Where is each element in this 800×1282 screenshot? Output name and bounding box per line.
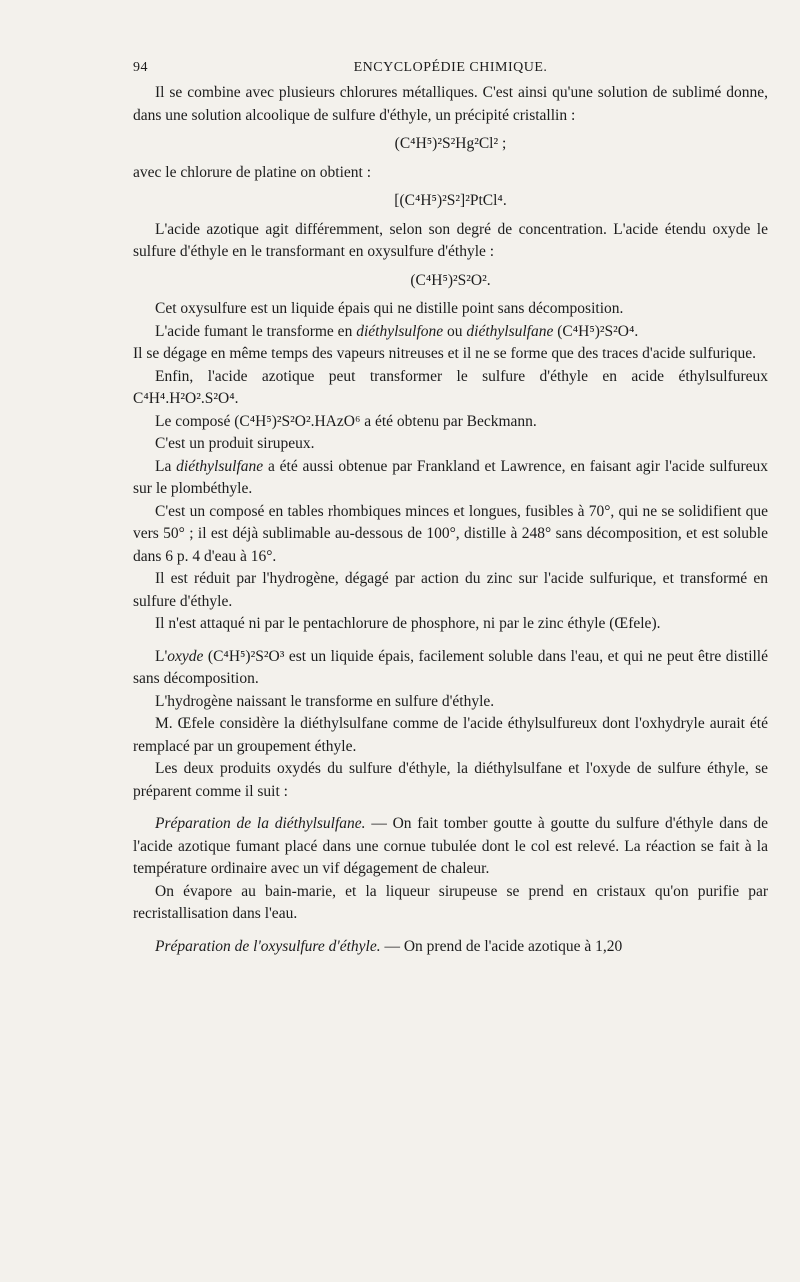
- formula: (C⁴H⁵)²S²Hg²Cl² ;: [394, 135, 507, 152]
- paragraph: On évapore au bain-marie, et la liqueur sirupeuse se prend en cristaux qu'on purifie par recristallisation dans l'eau.: [133, 882, 768, 922]
- paragraph: Il se combine avec plusieurs chlorures métalliques. C'est ainsi qu'une solution de sublimé donne, dans une solution alcoolique de sulfure d'éthyle, un précipité cristallin :: [133, 84, 768, 124]
- paragraph: L'oxyde (C⁴H⁵)²S²O³ est un liquide épais, facilement soluble dans l'eau, et qui ne peut être distillé sans décomposition.: [133, 647, 768, 687]
- page: [133, 60, 768, 958]
- page-number: 94: [133, 60, 148, 75]
- paragraph: Préparation de l'oxysulfure d'éthyle. — On prend de l'acide azotique à 1,20: [155, 937, 623, 955]
- paragraph: La diéthylsulfane a été aussi obtenue par Frankland et Lawrence, en faisant agir l'acide sulfureux sur le plombéthyle.: [133, 457, 768, 497]
- formula: [(C⁴H⁵)²S²]²PtCl⁴.: [394, 192, 507, 209]
- paragraph: Préparation de la diéthylsulfane. — On fait tomber goutte à goutte du sulfure d'éthyle dans de l'acide azotique fumant placé dans une cornue tubulée dont le col est relevé. La réaction se fait à la température ordinaire avec un vif dégagement de chaleur.: [133, 815, 768, 877]
- paragraph: Cet oxysulfure est un liquide épais qui ne distille point sans décomposition.: [155, 300, 624, 317]
- paragraph: Il est réduit par l'hydrogène, dégagé par action du zinc sur l'acide sulfurique, et transformé en sulfure d'éthyle.: [133, 570, 768, 610]
- running-header: [133, 60, 768, 82]
- paragraph: C'est un produit sirupeux.: [155, 435, 315, 452]
- paragraph: Enfin, l'acide azotique peut transformer le sulfure d'éthyle en acide éthylsulfureux C⁴H⁴.H²O².S²O⁴.: [133, 367, 768, 407]
- body-text: [133, 82, 768, 958]
- paragraph: Les deux produits oxydés du sulfure d'éthyle, la diéthylsulfane et l'oxyde de sulfure éthyle, se préparent comme il suit :: [133, 760, 768, 800]
- paragraph: L'hydrogène naissant le transforme en sulfure d'éthyle.: [155, 692, 495, 710]
- paragraph: Le composé (C⁴H⁵)²S²O².HAzO⁶ a été obtenu par Beckmann.: [155, 412, 537, 430]
- paragraph: Il n'est attaqué ni par le pentachlorure de phosphore, ni par le zinc éthyle (Œfele).: [155, 615, 661, 632]
- paragraph: avec le chlorure de platine on obtient :: [133, 163, 372, 181]
- formula: (C⁴H⁵)²S²O².: [410, 271, 491, 289]
- paragraph: Il se dégage en même temps des vapeurs nitreuses et il ne se forme que des traces d'acide sulfurique.: [133, 345, 756, 362]
- paragraph: L'acide fumant le transforme en diéthylsulfone ou diéthylsulfane (C⁴H⁵)²S²O⁴.: [155, 322, 639, 340]
- paragraph: C'est un composé en tables rhombiques minces et longues, fusibles à 70°, qui ne se solidifient que vers 50° ; il est déjà sublimable au-dessous de 100°, distille à 248° sans décomposition, et est soluble dans 6 p. 4 d'eau à 16°.: [133, 502, 768, 565]
- paragraph: M. Œfele considère la diéthylsulfane comme de l'acide éthylsulfureux dont l'oxhydryle aurait été remplacé par un groupement éthyle.: [133, 715, 768, 755]
- running-title: ENCYCLOPÉDIE CHIMIQUE.: [353, 60, 548, 75]
- paragraph: L'acide azotique agit différemment, selon son degré de concentration. L'acide étendu oxyde le sulfure d'éthyle en le transformant en oxysulfure d'éthyle :: [133, 220, 768, 260]
